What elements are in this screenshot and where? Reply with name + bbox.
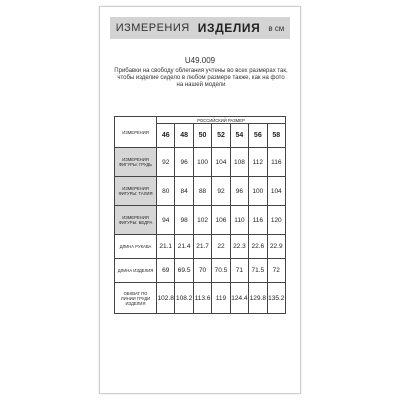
corner-label: ИЗМЕРЕНИЯ xyxy=(115,117,157,148)
table-cell: 98 xyxy=(175,206,193,235)
table-cell: 96 xyxy=(230,177,248,206)
table-cell: 113.6 xyxy=(193,283,211,314)
table-cell: 135.2 xyxy=(267,283,285,314)
size-header: 58 xyxy=(267,124,285,148)
table-cell: 70 xyxy=(193,259,211,283)
article-number: U49.009 xyxy=(184,56,216,65)
table-cell: 100 xyxy=(193,148,211,177)
size-header: 56 xyxy=(249,124,267,148)
table-cell: 21.7 xyxy=(193,235,211,259)
table-cell: 106 xyxy=(212,206,230,235)
row-label: ОБХВАТ ПО ЛИНИИ ГРУДИ ИЗДЕЛИЯ xyxy=(115,283,157,314)
row-label: ДЛИНА РУКАВА xyxy=(115,235,157,259)
table-cell: 108.2 xyxy=(175,283,193,314)
table-cell: 116 xyxy=(267,148,285,177)
table-cell: 102.8 xyxy=(157,283,175,314)
table-cell: 71.5 xyxy=(249,259,267,283)
table-cell: 104 xyxy=(212,148,230,177)
table-cell: 72 xyxy=(267,259,285,283)
size-chart-sheet xyxy=(99,6,301,394)
row-label: ИЗМЕРЕНИЯ ФИГУРЫ: ТАЛИЯ xyxy=(115,177,157,206)
table-cell: 120 xyxy=(267,206,285,235)
table-row xyxy=(115,235,286,259)
group-label: РОССИЙСКИЙ РАЗМЕР xyxy=(157,117,286,124)
table-cell: 119 xyxy=(212,283,230,314)
table-cell: 108 xyxy=(230,148,248,177)
size-header: 52 xyxy=(212,124,230,148)
header-band xyxy=(110,17,290,39)
table-row xyxy=(115,177,286,206)
row-label: ИЗМЕРЕНИЯ ФИГУРЫ: ГРУДЬ xyxy=(115,148,157,177)
table-row xyxy=(115,259,286,283)
table-cell: 102 xyxy=(193,206,211,235)
table-row xyxy=(115,283,286,314)
table-cell: 21.4 xyxy=(175,235,193,259)
table-row xyxy=(115,148,286,177)
table-cell: 94 xyxy=(157,206,175,235)
table-cell: 129.8 xyxy=(249,283,267,314)
header-unit: в см xyxy=(268,23,285,33)
size-header: 54 xyxy=(230,124,248,148)
table-cell: 100 xyxy=(249,177,267,206)
table-cell: 22.3 xyxy=(230,235,248,259)
table-cell: 22.6 xyxy=(249,235,267,259)
table-cell: 92 xyxy=(212,177,230,206)
table-cell: 92 xyxy=(157,148,175,177)
size-header: 50 xyxy=(193,124,211,148)
table-cell: 124.4 xyxy=(230,283,248,314)
table-cell: 22 xyxy=(212,235,230,259)
row-label: ИЗМЕРЕНИЯ ФИГУРЫ: БЕДРА xyxy=(115,206,157,235)
table-cell: 22.9 xyxy=(267,235,285,259)
table-row xyxy=(115,206,286,235)
table-cell: 116 xyxy=(249,206,267,235)
table-cell: 71 xyxy=(230,259,248,283)
size-table xyxy=(114,116,286,314)
table-cell: 69.5 xyxy=(175,259,193,283)
size-header: 46 xyxy=(157,124,175,148)
table-cell: 96 xyxy=(175,148,193,177)
table-cell: 69 xyxy=(157,259,175,283)
table-cell: 104 xyxy=(267,177,285,206)
table-group-row xyxy=(115,117,286,124)
table-cell: 21.1 xyxy=(157,235,175,259)
table-cell: 80 xyxy=(157,177,175,206)
row-label: ДЛИНА ИЗДЕЛИЯ xyxy=(115,259,157,283)
table-cell: 84 xyxy=(175,177,193,206)
size-header: 48 xyxy=(175,124,193,148)
table-cell: 70.5 xyxy=(212,259,230,283)
table-cell: 88 xyxy=(193,177,211,206)
table-cell: 112 xyxy=(249,148,267,177)
header-word-measurements: ИЗМЕРЕНИЯ xyxy=(115,22,190,34)
header-word-garment: ИЗДЕЛИЯ xyxy=(197,21,261,35)
table-cell: 110 xyxy=(230,206,248,235)
fit-note: Прибавки на свободу облегания учтены во всех размерах так, чтобы изделие сидело в любом размере также, как на фото на нашей модели xyxy=(114,68,288,88)
